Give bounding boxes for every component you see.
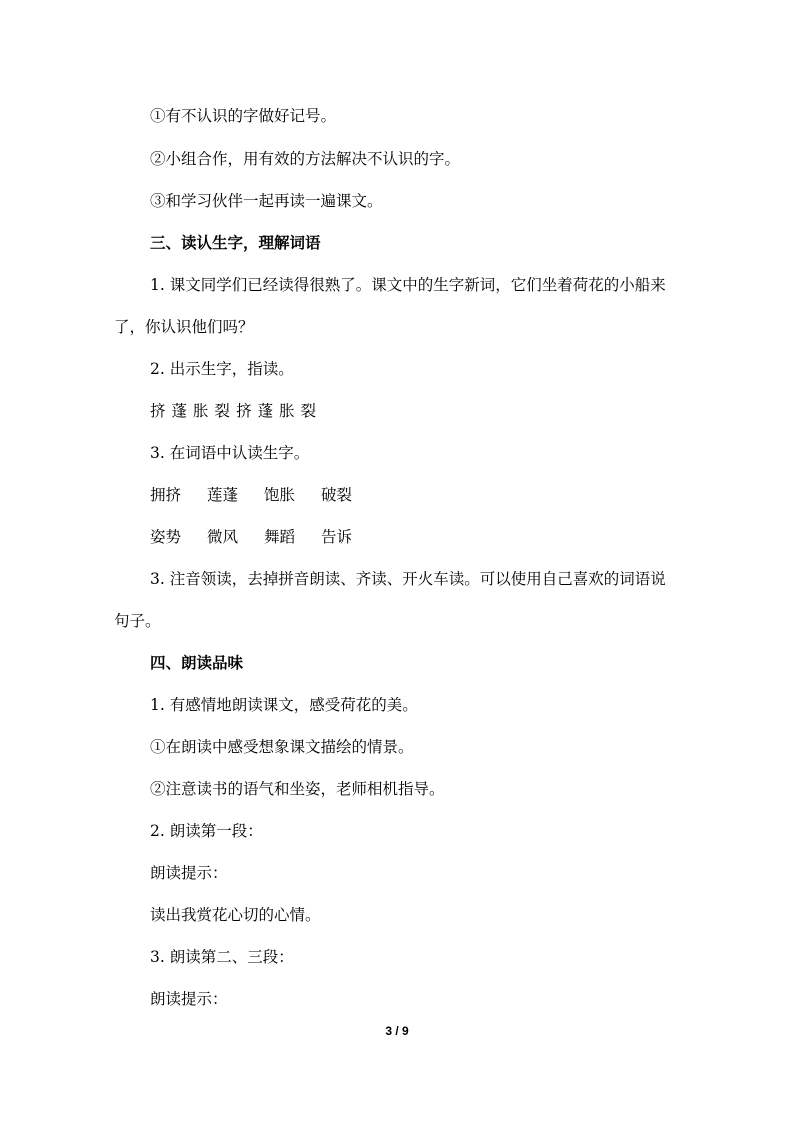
section-heading: 四、朗读品味 (150, 654, 244, 672)
paragraph: 读出我赏花心切的心情。 (150, 906, 321, 924)
paragraph: 3. 在词语中认读生字。 (150, 444, 310, 462)
paragraph: 2. 出示生字，指读。 (150, 360, 294, 378)
paragraph: 3. 朗读第二、三段： (150, 948, 294, 966)
paragraph: ①有不认识的字做好记号。 (150, 107, 337, 125)
word-item: 拥挤 (150, 486, 182, 504)
word-item: 莲蓬 (207, 486, 239, 504)
character-list (150, 401, 322, 421)
word-list (150, 485, 378, 505)
paragraph: 3. 注音领读，去掉拼音朗读、齐读、开火车读。可以使用自己喜欢的词语说 (150, 570, 666, 588)
paragraph: ①在朗读中感受想象课文描绘的情景。 (150, 738, 414, 756)
paragraph: 2. 朗读第一段： (150, 822, 263, 840)
page-number: 3 / 9 (385, 1024, 409, 1038)
paragraph: ③和学习伙伴一起再读一遍课文。 (150, 192, 383, 210)
paragraph: 朗读提示： (150, 990, 228, 1008)
character-item: 蓬 (257, 402, 274, 420)
paragraph: 1. 有感情地朗读课文，感受荷花的美。 (150, 696, 418, 714)
character-item: 裂 (214, 402, 231, 420)
word-item: 微风 (207, 528, 239, 546)
character-item: 蓬 (171, 402, 188, 420)
paragraph: 1. 课文同学们已经读得很熟了。课文中的生字新词，它们坐着荷花的小船来 (150, 276, 666, 294)
paragraph: ②注意读书的语气和坐姿，老师相机指导。 (150, 780, 445, 798)
paragraph: ②小组合作，用有效的方法解决不认识的字。 (150, 150, 461, 168)
character-item: 裂 (300, 402, 317, 420)
word-item: 姿势 (150, 528, 182, 546)
paragraph-continuation: 了，你认识他们吗？ (114, 318, 254, 336)
paragraph-continuation: 句子。 (114, 612, 161, 630)
word-item: 破裂 (321, 486, 353, 504)
word-list (150, 527, 378, 547)
word-item: 舞蹈 (264, 528, 296, 546)
character-item: 挤 (150, 402, 166, 420)
word-item: 饱胀 (264, 486, 296, 504)
paragraph: 朗读提示： (150, 864, 228, 882)
character-item: 胀 (279, 402, 295, 420)
character-item: 挤 (236, 402, 252, 420)
word-item: 告诉 (321, 528, 353, 546)
character-item: 胀 (193, 402, 209, 420)
section-heading: 三、读认生字，理解词语 (150, 234, 321, 252)
